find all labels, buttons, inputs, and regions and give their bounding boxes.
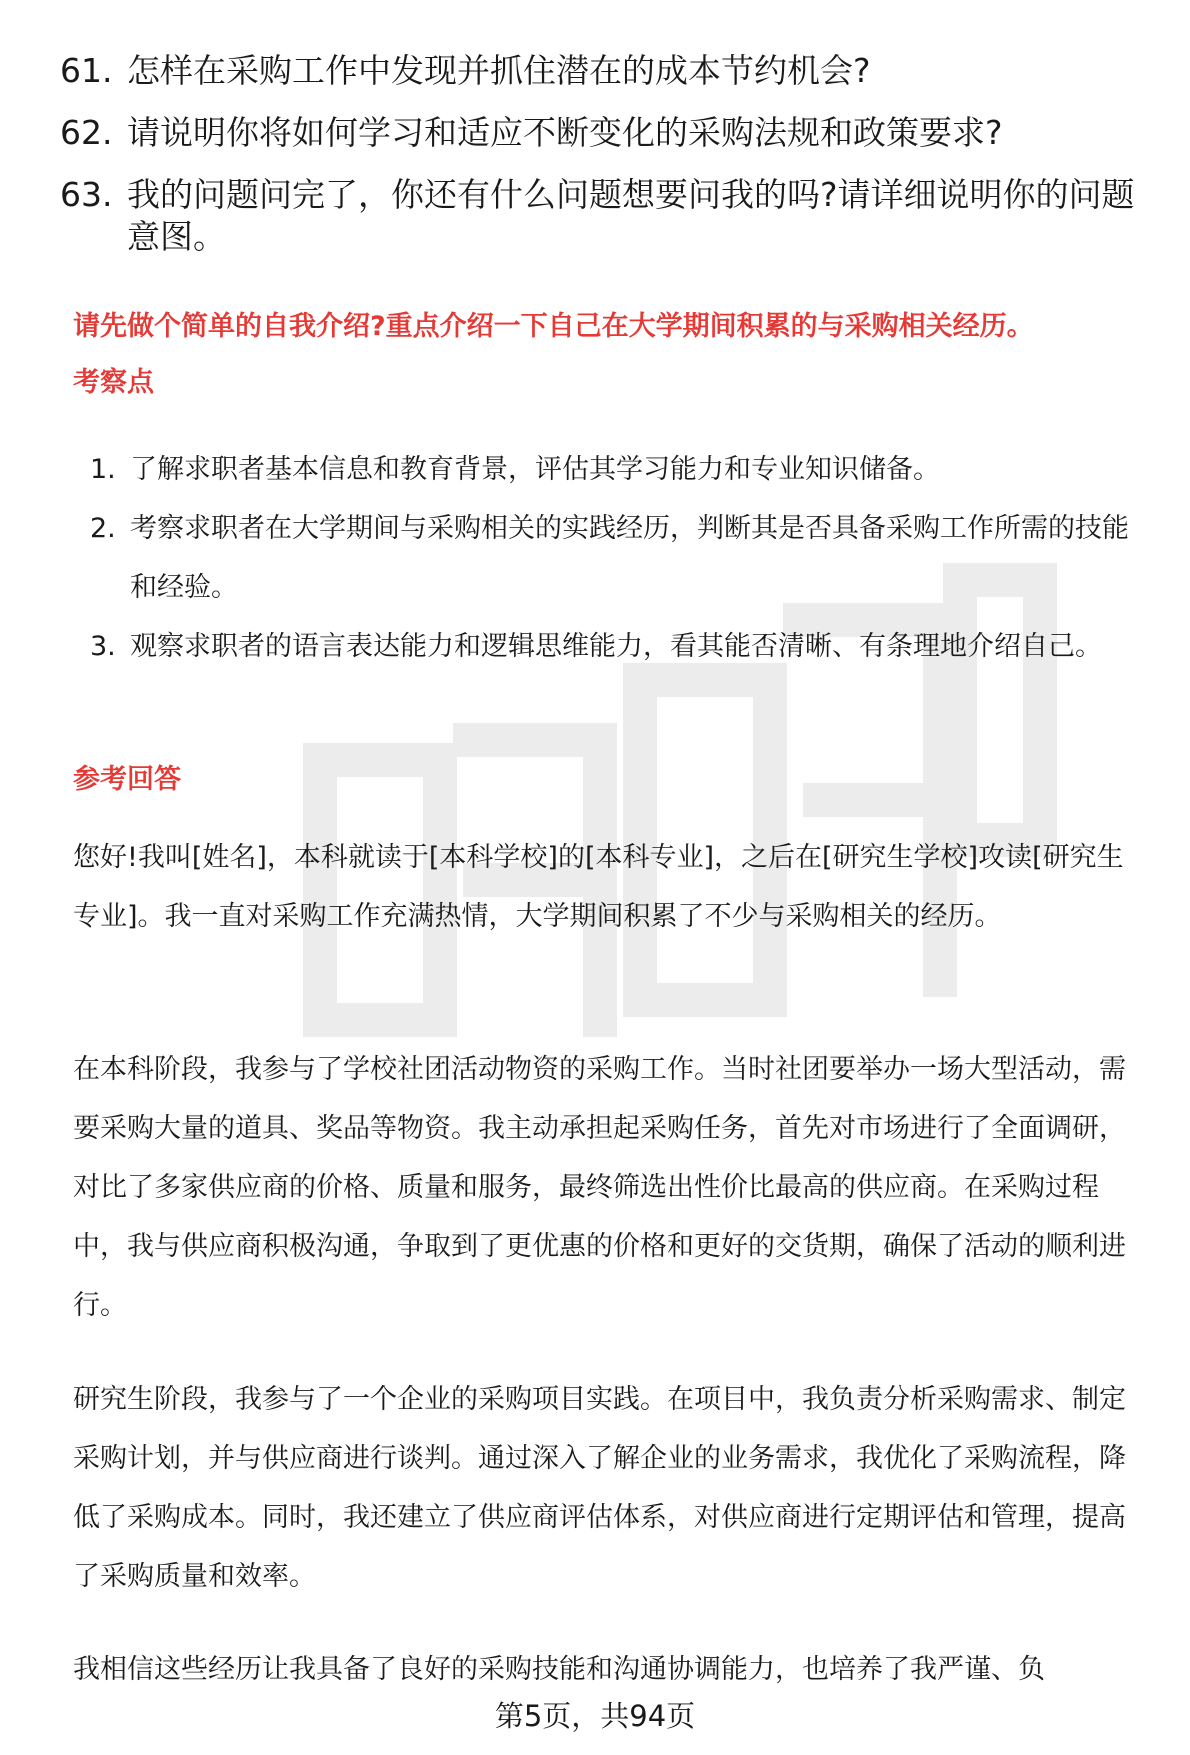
point-number: 3. [90, 631, 116, 662]
point-text: 了解求职者基本信息和教育背景，评估其学习能力和专业知识储备。 [130, 454, 940, 485]
point-text: 观察求职者的语言表达能力和逻辑思维能力，看其能否清晰、有条理地介绍自己。 [130, 631, 1102, 662]
answer-paragraph: 我相信这些经历让我具备了良好的采购技能和沟通协调能力，也培养了我严谨、负 [73, 1654, 1045, 1685]
reference-answer-heading: 参考回答 [73, 764, 181, 795]
point-number: 2. [90, 513, 116, 544]
question-item [60, 112, 1140, 154]
question-text: 怎样在采购工作中发现并抓住潜在的成本节约机会? [127, 51, 871, 90]
question-text: 请说明你将如何学习和适应不断变化的采购法规和政策要求? [127, 113, 1003, 152]
answer-paragraph: 您好!我叫[姓名]，本科就读于[本科学校]的[本科专业]，之后在[研究生学校]攻读[研究生专业]。我一直对采购工作充满热情，大学期间积累了不少与采购相关的经历。 [73, 842, 1124, 932]
question-number: 62. [60, 113, 113, 152]
point-number: 1. [90, 454, 116, 485]
assessment-point-item [90, 440, 1140, 499]
question-text: 我的问题问完了，你还有什么问题想要问我的吗?请详细说明你的问题意图。 [127, 175, 1135, 256]
page-footer: 第5页，共94页 [494, 1699, 696, 1733]
assessment-points-heading: 考察点 [73, 367, 154, 398]
question-number: 61. [60, 51, 113, 90]
assessment-point-item [90, 499, 1140, 617]
question-number: 63. [60, 175, 113, 214]
assessment-point-list [90, 440, 1140, 676]
question-item [60, 50, 1140, 92]
assessment-point-item [90, 617, 1140, 676]
question-item [60, 174, 1140, 258]
answer-paragraph: 在本科阶段，我参与了学校社团活动物资的采购工作。当时社团要举办一场大型活动，需要采购大量的道具、奖品等物资。我主动承担起采购任务，首先对市场进行了全面调研，对比了多家供应商的价格、质量和服务，最终筛选出性价比最高的供应商。在采购过程中，我与供应商积极沟通，争取到了更优惠的价格和更好的交货期，确保了活动的顺利进行。 [73, 1054, 1126, 1321]
answer-paragraph: 研究生阶段，我参与了一个企业的采购项目实践。在项目中，我负责分析采购需求、制定采购计划，并与供应商进行谈判。通过深入了解企业的业务需求，我优化了采购流程，降低了采购成本。同时，我还建立了供应商评估体系，对供应商进行定期评估和管理，提高了采购质量和效率。 [73, 1384, 1126, 1592]
point-text: 考察求职者在大学期间与采购相关的实践经历，判断其是否具备采购工作所需的技能和经验。 [130, 513, 1129, 603]
question-list [60, 50, 1140, 258]
section-question-heading: 请先做个简单的自我介绍?重点介绍一下自己在大学期间积累的与采购相关经历。 [73, 311, 1034, 342]
